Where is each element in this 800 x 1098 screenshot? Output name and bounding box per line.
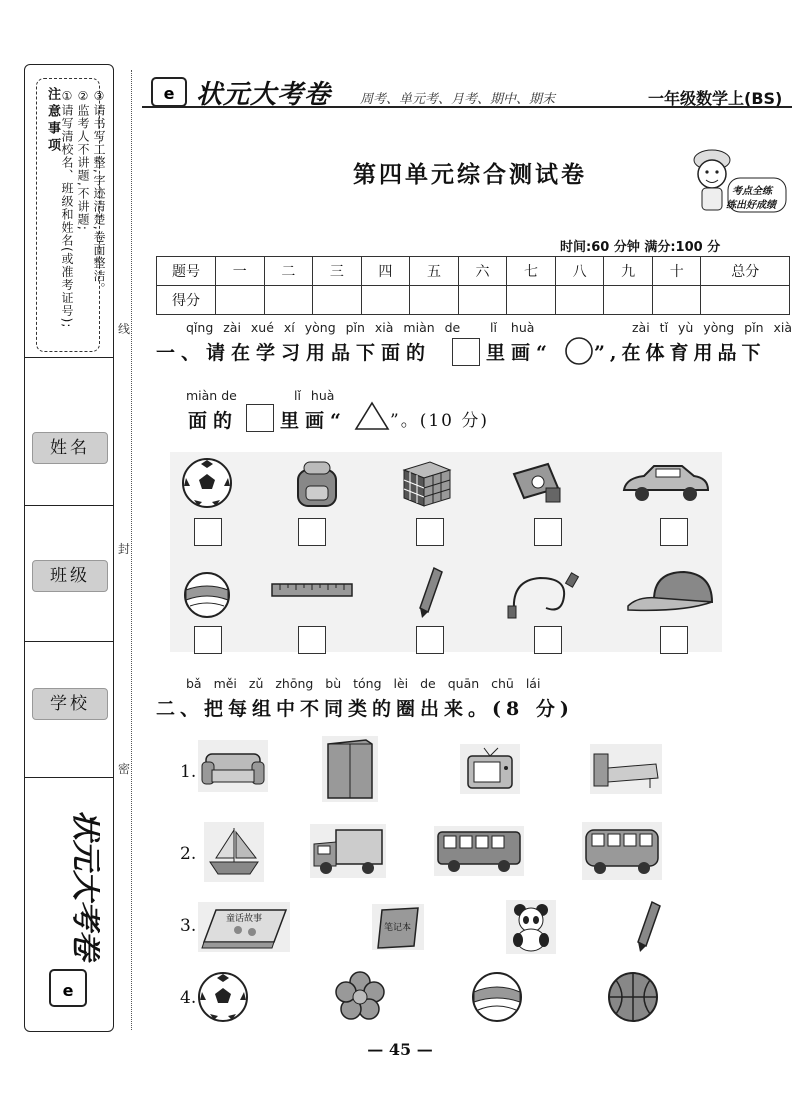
panda-toy-icon bbox=[506, 900, 556, 958]
q1-pinyin-a: qǐng zài xué xí yòng pǐn xià miàn de bbox=[186, 320, 461, 335]
bed-icon bbox=[590, 744, 662, 798]
notes-heading: 注意事项 bbox=[45, 87, 60, 155]
header-subtitle: 周考、单元考、月考、期中、期末 bbox=[360, 92, 556, 107]
cut-word-feng: 封 bbox=[118, 542, 131, 556]
q1-text-f: ”。(10 分) bbox=[390, 411, 489, 431]
mascot-line2: 练出好成绩 bbox=[726, 200, 776, 211]
storybook-title: 童话故事 bbox=[226, 914, 263, 924]
row-label: 1. bbox=[180, 762, 197, 782]
table-cell: 九 bbox=[604, 257, 653, 286]
note-2: ②监考人不讲题,不讲题; bbox=[76, 89, 90, 231]
answer-box[interactable] bbox=[416, 626, 444, 654]
exam-info: 时间:60 分钟 满分:100 分 bbox=[560, 240, 721, 255]
sidebar-brand-logo bbox=[36, 800, 100, 1020]
score-input-cell[interactable] bbox=[410, 286, 459, 315]
score-input-cell[interactable] bbox=[701, 286, 790, 315]
table-cell: 题号 bbox=[157, 257, 216, 286]
pencil-sharpener-icon bbox=[508, 458, 564, 512]
cap-icon bbox=[624, 566, 718, 620]
score-table-score-row bbox=[157, 286, 790, 315]
television-icon bbox=[460, 744, 520, 798]
score-input-cell[interactable] bbox=[507, 286, 556, 315]
table-cell: 八 bbox=[555, 257, 604, 286]
note-3: ③请书写工整,字迹清楚,卷面整洁。 bbox=[92, 89, 106, 296]
rubiks-cube-icon bbox=[398, 456, 454, 514]
pencil-icon bbox=[416, 566, 446, 624]
wardrobe-icon bbox=[322, 736, 378, 806]
table-cell: 总分 bbox=[701, 257, 790, 286]
row-label: 2. bbox=[180, 844, 197, 864]
mascot-icon bbox=[680, 138, 790, 218]
answer-box[interactable] bbox=[416, 518, 444, 546]
header-brand: 状元大考卷 bbox=[196, 80, 332, 110]
exam-notes bbox=[36, 78, 106, 352]
q1-text-b: 里画“ bbox=[486, 342, 553, 364]
toy-car-icon bbox=[620, 460, 710, 510]
table-cell: 二 bbox=[264, 257, 313, 286]
row-label: 3. bbox=[180, 916, 197, 936]
q1-pinyin-b: lǐ huà bbox=[490, 320, 535, 335]
score-table bbox=[156, 256, 790, 315]
score-input-cell[interactable] bbox=[604, 286, 653, 315]
van-icon bbox=[582, 822, 662, 884]
q1-text-e: 里画“ bbox=[280, 410, 347, 432]
score-input-cell[interactable] bbox=[458, 286, 507, 315]
name-field-label: 姓名 bbox=[32, 432, 108, 464]
beach-ball-icon bbox=[182, 570, 232, 624]
storybook-icon bbox=[198, 902, 290, 952]
table-cell: 一 bbox=[216, 257, 265, 286]
note-1: ①请写清校名、班级和姓名(或准考证号); bbox=[60, 89, 74, 329]
table-cell: 十 bbox=[652, 257, 701, 286]
score-table-header-row bbox=[157, 257, 790, 286]
table-cell: 三 bbox=[313, 257, 362, 286]
football-icon bbox=[196, 970, 250, 1028]
answer-box[interactable] bbox=[660, 626, 688, 654]
svg-text:e: e bbox=[163, 84, 175, 103]
q2-text: 二、把每组中不同类的圈出来。(8 分) bbox=[156, 698, 574, 720]
mascot-line1: 考点全练 bbox=[732, 186, 772, 197]
cut-line bbox=[131, 70, 132, 1030]
triangle-symbol-icon bbox=[354, 400, 390, 436]
q1-text-d: 面的 bbox=[188, 410, 239, 432]
flower-icon bbox=[334, 970, 386, 1026]
table-cell: 七 bbox=[507, 257, 556, 286]
q2-pinyin: bǎ měi zǔ zhōng bù tóng lèi de quān chū lái bbox=[186, 676, 541, 691]
score-input-cell[interactable] bbox=[313, 286, 362, 315]
row-label: 4. bbox=[180, 988, 197, 1008]
class-field-label: 班级 bbox=[32, 560, 108, 592]
answer-box[interactable] bbox=[194, 518, 222, 546]
cut-word-xian: 线 bbox=[118, 322, 131, 336]
table-cell: 得分 bbox=[157, 286, 216, 315]
table-cell: 四 bbox=[361, 257, 410, 286]
q1-text-c: ”,在体育用品下 bbox=[594, 342, 766, 364]
ruler-icon bbox=[270, 580, 354, 604]
score-input-cell[interactable] bbox=[264, 286, 313, 315]
cut-word-mi: 密 bbox=[118, 762, 131, 776]
football-icon bbox=[180, 456, 234, 514]
answer-box[interactable] bbox=[660, 518, 688, 546]
sailboat-icon bbox=[204, 822, 264, 886]
notebook-label: 笔记本 bbox=[384, 923, 412, 933]
answer-box[interactable] bbox=[298, 626, 326, 654]
sidebar-brand-text: 状元大考卷 bbox=[68, 810, 100, 960]
page-number: — 45 — bbox=[367, 1040, 433, 1059]
q1-pinyin-d: miàn de bbox=[186, 388, 237, 403]
answer-box[interactable] bbox=[534, 626, 562, 654]
basketball-icon bbox=[606, 970, 660, 1028]
circle-symbol-icon bbox=[564, 336, 594, 370]
answer-box[interactable] bbox=[298, 518, 326, 546]
score-input-cell[interactable] bbox=[216, 286, 265, 315]
score-input-cell[interactable] bbox=[652, 286, 701, 315]
truck-icon bbox=[310, 824, 386, 882]
school-field-label: 学校 bbox=[32, 688, 108, 720]
table-cell: 五 bbox=[410, 257, 459, 286]
answer-box[interactable] bbox=[194, 626, 222, 654]
q1-square-symbol-2 bbox=[246, 404, 274, 432]
table-cell: 六 bbox=[458, 257, 507, 286]
q1-text-a: 一、请在学习用品下面的 bbox=[156, 342, 432, 364]
sofa-icon bbox=[198, 740, 268, 796]
header-grade: 一年级数学上(BS) bbox=[648, 89, 783, 108]
jump-rope-icon bbox=[506, 570, 582, 624]
backpack-icon bbox=[290, 456, 344, 514]
q1-pinyin-e: lǐ huà bbox=[294, 388, 335, 403]
notebook-icon bbox=[372, 904, 424, 950]
q1-square-symbol bbox=[452, 338, 480, 366]
score-input-cell[interactable] bbox=[361, 286, 410, 315]
q1-pinyin-c: zài tǐ yù yòng pǐn xià bbox=[632, 320, 793, 335]
beach-ball-icon bbox=[470, 970, 524, 1028]
pencil-icon bbox=[634, 900, 664, 958]
answer-box[interactable] bbox=[534, 518, 562, 546]
svg-text:e: e bbox=[62, 981, 74, 1000]
bus-icon bbox=[434, 826, 524, 880]
header-rule bbox=[142, 106, 792, 108]
score-input-cell[interactable] bbox=[555, 286, 604, 315]
publisher-logo-icon bbox=[150, 76, 190, 108]
page-title: 第四单元综合测试卷 bbox=[353, 161, 587, 188]
